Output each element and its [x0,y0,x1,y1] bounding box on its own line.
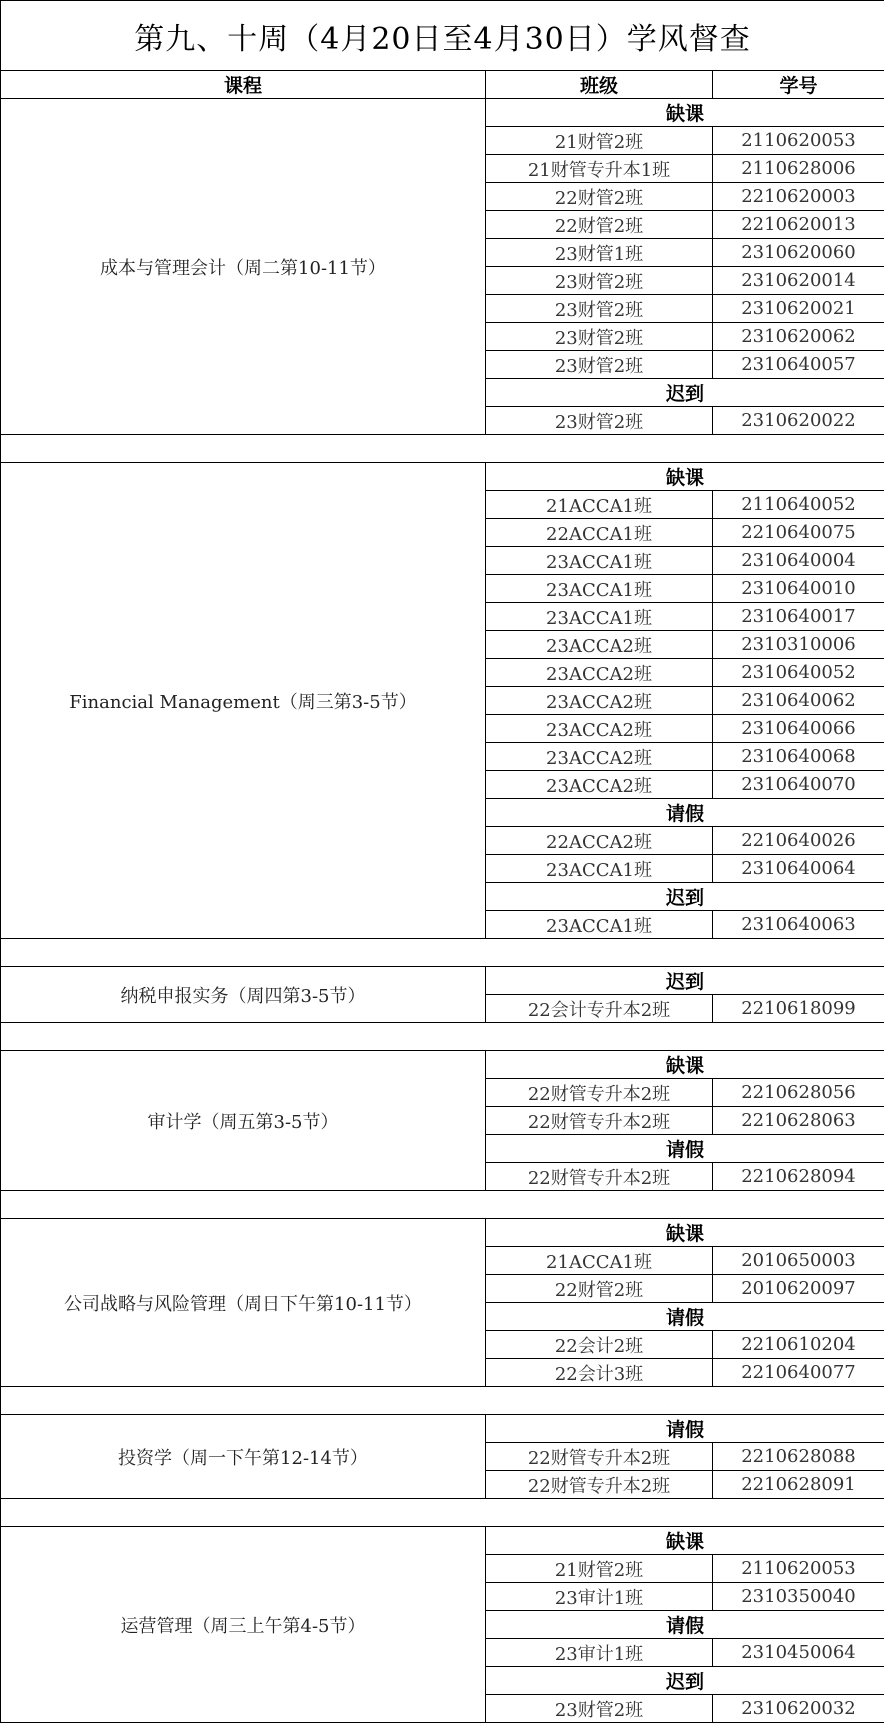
course-name: Financial Management（周三第3-5节） [1,463,486,939]
class-cell: 22会计3班 [486,1359,713,1387]
class-cell: 23ACCA2班 [486,743,713,771]
separator-row [1,1499,884,1527]
student-id-cell: 2110640052 [713,491,884,519]
student-id-cell: 2210628094 [713,1163,884,1191]
class-cell: 22财管2班 [486,1275,713,1303]
class-cell: 22会计专升本2班 [486,995,713,1023]
status-row [1,1051,884,1079]
class-cell: 23ACCA1班 [486,855,713,883]
status-label: 缺课 [486,1527,884,1555]
class-cell: 22财管2班 [486,183,713,211]
student-id-cell: 2210628063 [713,1107,884,1135]
class-cell: 23审计1班 [486,1639,713,1667]
student-id-cell: 2310350040 [713,1583,884,1611]
separator-row [1,1191,884,1219]
status-label: 迟到 [486,379,884,407]
status-label: 迟到 [486,883,884,911]
status-label: 缺课 [486,1219,884,1247]
student-id-cell: 2110620053 [713,1555,884,1583]
student-id-cell: 2310620014 [713,267,884,295]
class-cell: 23ACCA2班 [486,659,713,687]
student-id-cell: 2210640077 [713,1359,884,1387]
class-cell: 23审计1班 [486,1583,713,1611]
student-id-cell: 2310620032 [713,1695,884,1723]
class-cell: 23ACCA1班 [486,575,713,603]
class-cell: 21财管2班 [486,127,713,155]
class-cell: 23财管2班 [486,1695,713,1723]
class-cell: 23财管2班 [486,351,713,379]
separator-cell [1,1387,884,1415]
separator-cell [1,1499,884,1527]
status-label: 缺课 [486,463,884,491]
class-cell: 23财管2班 [486,267,713,295]
student-id-cell: 2010620097 [713,1275,884,1303]
status-row [1,1527,884,1555]
class-cell: 23财管1班 [486,239,713,267]
title-row [1,1,884,71]
class-cell: 22会计2班 [486,1331,713,1359]
separator-row [1,1387,884,1415]
status-label: 缺课 [486,1051,884,1079]
class-cell: 23ACCA1班 [486,911,713,939]
student-id-cell: 2210620003 [713,183,884,211]
student-id-cell: 2210640026 [713,827,884,855]
student-id-cell: 2310640068 [713,743,884,771]
header-course: 课程 [1,71,486,99]
student-id-cell: 2310640057 [713,351,884,379]
class-cell: 23ACCA2班 [486,715,713,743]
class-cell: 22ACCA2班 [486,827,713,855]
separator-cell [1,939,884,967]
student-id-cell: 2110620053 [713,127,884,155]
course-name: 审计学（周五第3-5节） [1,1051,486,1191]
separator-row [1,939,884,967]
student-id-cell: 2310640064 [713,855,884,883]
course-name: 投资学（周一下午第12-14节） [1,1415,486,1499]
status-label: 请假 [486,799,884,827]
student-id-cell: 2310640010 [713,575,884,603]
status-row [1,1415,884,1443]
status-label: 迟到 [486,967,884,995]
course-name: 纳税申报实务（周四第3-5节） [1,967,486,1023]
student-id-cell: 2310640017 [713,603,884,631]
student-id-cell: 2310640004 [713,547,884,575]
status-label: 请假 [486,1611,884,1639]
class-cell: 23ACCA2班 [486,687,713,715]
status-row [1,463,884,491]
separator-cell [1,1191,884,1219]
header-student-id: 学号 [713,71,884,99]
status-row [1,967,884,995]
class-cell: 22财管专升本2班 [486,1163,713,1191]
student-id-cell: 2310640062 [713,687,884,715]
status-label: 迟到 [486,1667,884,1695]
class-cell: 21财管专升本1班 [486,155,713,183]
class-cell: 23ACCA2班 [486,631,713,659]
student-id-cell: 2210610204 [713,1331,884,1359]
class-cell: 21ACCA1班 [486,1247,713,1275]
page-title: 第九、十周（4月20日至4月30日）学风督查 [1,1,884,71]
student-id-cell: 2310640063 [713,911,884,939]
class-cell: 22财管专升本2班 [486,1107,713,1135]
student-id-cell: 2310450064 [713,1639,884,1667]
class-cell: 22财管专升本2班 [486,1471,713,1499]
class-cell: 23ACCA2班 [486,771,713,799]
status-label: 请假 [486,1415,884,1443]
class-cell: 23ACCA1班 [486,547,713,575]
header-row [1,71,884,99]
class-cell: 22ACCA1班 [486,519,713,547]
student-id-cell: 2110628006 [713,155,884,183]
student-id-cell: 2010650003 [713,1247,884,1275]
class-cell: 22财管专升本2班 [486,1079,713,1107]
status-row [1,1219,884,1247]
class-cell: 23ACCA1班 [486,603,713,631]
status-label: 请假 [486,1135,884,1163]
student-id-cell: 2210628088 [713,1443,884,1471]
student-id-cell: 2210620013 [713,211,884,239]
class-cell: 23财管2班 [486,323,713,351]
course-name: 成本与管理会计（周二第10-11节） [1,99,486,435]
separator-cell [1,1023,884,1051]
student-id-cell: 2310620022 [713,407,884,435]
student-id-cell: 2310310006 [713,631,884,659]
separator-row [1,1023,884,1051]
class-cell: 22财管专升本2班 [486,1443,713,1471]
separator-row [1,435,884,463]
student-id-cell: 2310620062 [713,323,884,351]
class-cell: 23财管2班 [486,407,713,435]
student-id-cell: 2310620060 [713,239,884,267]
course-name: 公司战略与风险管理（周日下午第10-11节） [1,1219,486,1387]
class-cell: 21财管2班 [486,1555,713,1583]
student-id-cell: 2310640052 [713,659,884,687]
student-id-cell: 2310640066 [713,715,884,743]
status-row [1,99,884,127]
student-id-cell: 2310640070 [713,771,884,799]
student-id-cell: 2210640075 [713,519,884,547]
student-id-cell: 2310620021 [713,295,884,323]
status-label: 缺课 [486,99,884,127]
class-cell: 21ACCA1班 [486,491,713,519]
student-id-cell: 2210628091 [713,1471,884,1499]
class-cell: 22财管2班 [486,211,713,239]
student-id-cell: 2210628056 [713,1079,884,1107]
header-class: 班级 [486,71,713,99]
class-cell: 23财管2班 [486,295,713,323]
separator-cell [1,435,884,463]
status-label: 请假 [486,1303,884,1331]
course-name: 运营管理（周三上午第4-5节） [1,1527,486,1723]
student-id-cell: 2210618099 [713,995,884,1023]
